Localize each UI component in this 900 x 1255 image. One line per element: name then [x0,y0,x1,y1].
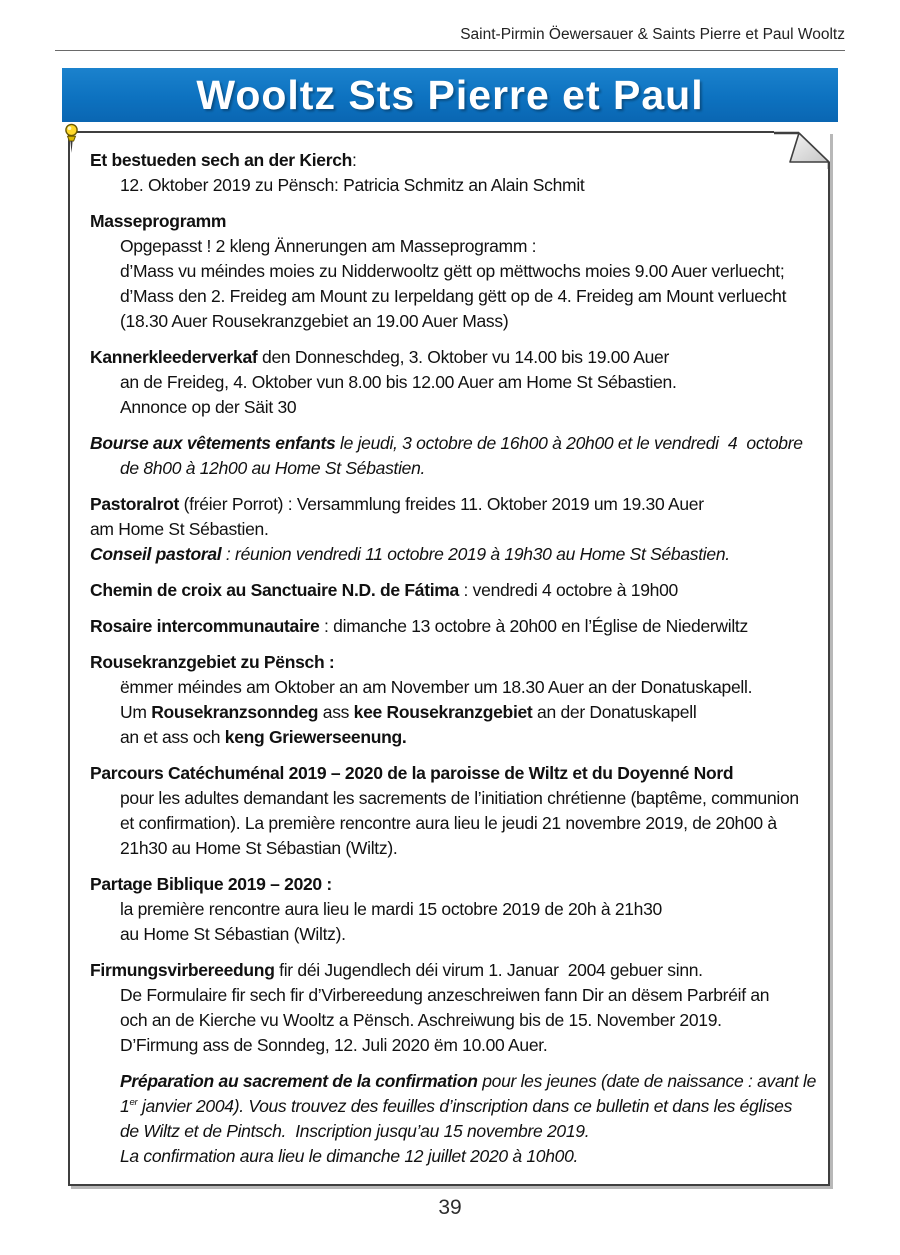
section [90,761,816,861]
text-run: Préparation au sacrement de la confirmation [120,1071,478,1091]
text-run: D’Firmung ass de Sonndeg, 12. Juli 2020 ëm 10.00 Auer. [120,1035,548,1055]
text-run: d’Mass den 2. Freideg am Mount zu Ierpeldang gëtt op de 4. Freideg am Mount verluecht [120,286,787,306]
text-run: pour les jeunes (date de naissance : avant le [477,1071,817,1091]
text-line [90,370,816,395]
text-line [90,1008,816,1033]
text-line [90,650,816,675]
text-run: (fréier Porrot) : Versammlung freides 11. Oktober 2019 um 19.30 Auer [179,494,704,514]
text-run: den Donneschdeg, 3. Oktober vu 14.00 bis 19.00 Auer [257,347,669,367]
text-run: keng Griewerseenung. [224,727,407,747]
text-line [90,761,816,786]
title-banner [62,68,838,122]
text-line [90,1144,816,1169]
text-line [90,173,816,198]
section [90,614,816,639]
text-run: 1 [120,1096,130,1116]
text-run: de 8h00 à 12h00 au Home St Sébastien. [120,458,426,478]
text-run: Pastoralrot [90,494,180,514]
text-run: le jeudi, 3 octobre de 16h00 à 20h00 et le vendredi 4 octobre [335,433,803,453]
section [90,431,816,481]
text-line [90,614,816,639]
text-run: an der Donatuskapell [532,702,697,722]
text-line [90,309,816,334]
section [90,209,816,334]
page-header [55,26,845,51]
text-line [90,517,816,542]
text-run: Um [120,702,152,722]
text-line [90,786,816,811]
text-line [90,345,816,370]
text-run: 21h30 au Home St Sébastian (Wiltz). [120,838,398,858]
text-run: Partage Biblique 2019 – 2020 : [90,874,332,894]
text-run: an de Freideg, 4. Oktober vun 8.00 bis 12.00 Auer am Home St Sébastien. [120,372,677,392]
text-run: fir déi Jugendlech déi virum 1. Januar 2004 gebuer sinn. [274,960,703,980]
text-line [90,492,816,517]
text-run: Firmungsvirbereedung [90,960,275,980]
text-run: Annonce op der Säit 30 [120,397,297,417]
text-run: : vendredi 4 octobre à 19h00 [459,580,678,600]
section [90,492,816,567]
text-line [90,872,816,897]
text-line [90,700,816,725]
text-line [90,1033,816,1058]
header-parish-names: Saint-Pirmin Öewersauer & Saints Pierre et Paul Wooltz [460,26,845,43]
section [90,872,816,947]
section [90,958,816,1058]
text-line [90,675,816,700]
text-run: 12. Oktober 2019 zu Pënsch: Patricia Schmitz an Alain Schmit [120,175,585,195]
text-run: er [129,1097,138,1109]
section [90,650,816,750]
text-line [90,431,816,456]
text-line [90,836,816,861]
text-run: Rosaire intercommunautaire [90,616,320,636]
text-run: d’Mass vu méindes moies zu Nidderwooltz gëtt op mëttwochs moies 9.00 Auer verluecht; [120,261,785,281]
text-run: Chemin de croix au Sanctuaire N.D. de Fátima [90,580,459,600]
page-number: 39 [438,1196,462,1219]
text-line [90,958,816,983]
text-run: ëmmer méindes am Oktober an am November um 18.30 Auer an der Donatuskapell. [120,677,753,697]
text-line [90,725,816,750]
text-run: et confirmation). La première rencontre aura lieu le jeudi 21 novembre 2019, de 20h00 à [120,813,777,833]
text-run: la première rencontre aura lieu le mardi 15 octobre 2019 de 20h à 21h30 [120,899,662,919]
text-run: Bourse aux vêtements enfants [90,433,336,453]
text-run: pour les adultes demandant les sacrements de l’initiation chrétienne (baptême, communion [120,788,799,808]
text-run: janvier 2004). Vous trouvez des feuilles d’inscription dans ce bulletin et dans les églises [137,1096,793,1116]
text-line [90,259,816,284]
text-run: de Wiltz et de Pintsch. Inscription jusqu’au 15 novembre 2019. [120,1121,590,1141]
content-sections [70,133,828,1184]
text-line [90,922,816,947]
text-run: Parcours Catéchuménal 2019 – 2020 de la paroisse de Wiltz et du Doyenné Nord [90,763,734,783]
text-run: Rousekranzsonndeg [151,702,319,722]
text-line [90,395,816,420]
text-run: La confirmation aura lieu le dimanche 12 juillet 2020 à 10h00. [120,1146,579,1166]
text-line [90,1069,816,1094]
text-run: Rousekranzgebiet zu Pënsch : [90,652,335,672]
text-run: : dimanche 13 octobre à 20h00 en l’Église de Niederwiltz [319,616,748,636]
text-line [90,1119,816,1144]
text-run: Et bestueden sech an der Kierch [90,150,353,170]
text-line [90,1094,816,1119]
text-line [90,456,816,481]
text-run: och an de Kierche vu Wooltz a Pënsch. Aschreiwung bis de 15. November 2019. [120,1010,722,1030]
section [90,1069,816,1169]
text-line [90,284,816,309]
section [90,345,816,420]
text-line [90,209,816,234]
text-run: : [352,150,357,170]
text-line [90,811,816,836]
text-line [90,983,816,1008]
text-run: : réunion vendredi 11 octobre 2019 à 19h30 au Home St Sébastien. [221,544,730,564]
text-line [90,578,816,603]
content-box [68,131,830,1186]
text-run: an et ass och [120,727,225,747]
section [90,148,816,198]
text-line [90,234,816,259]
text-line [90,148,816,173]
text-run: au Home St Sébastian (Wiltz). [120,924,346,944]
section [90,578,816,603]
text-line [90,542,816,567]
text-run: Opgepasst ! 2 kleng Ännerungen am Masseprogramm : [120,236,537,256]
text-run: Masseprogramm [90,211,227,231]
text-run: kee Rousekranzgebiet [353,702,533,722]
text-run: De Formulaire fir sech fir d’Virbereedung anzeschreiwen fann Dir an dësem Parbréif an [120,985,770,1005]
banner-title: Wooltz Sts Pierre et Paul [196,71,704,118]
text-run: am Home St Sébastien. [90,519,269,539]
text-run: (18.30 Auer Rousekranzgebiet an 19.00 Auer Mass) [120,311,509,331]
text-run: Kannerkleederverkaf [90,347,258,367]
text-line [90,897,816,922]
text-run: ass [318,702,354,722]
text-run: Conseil pastoral [90,544,222,564]
